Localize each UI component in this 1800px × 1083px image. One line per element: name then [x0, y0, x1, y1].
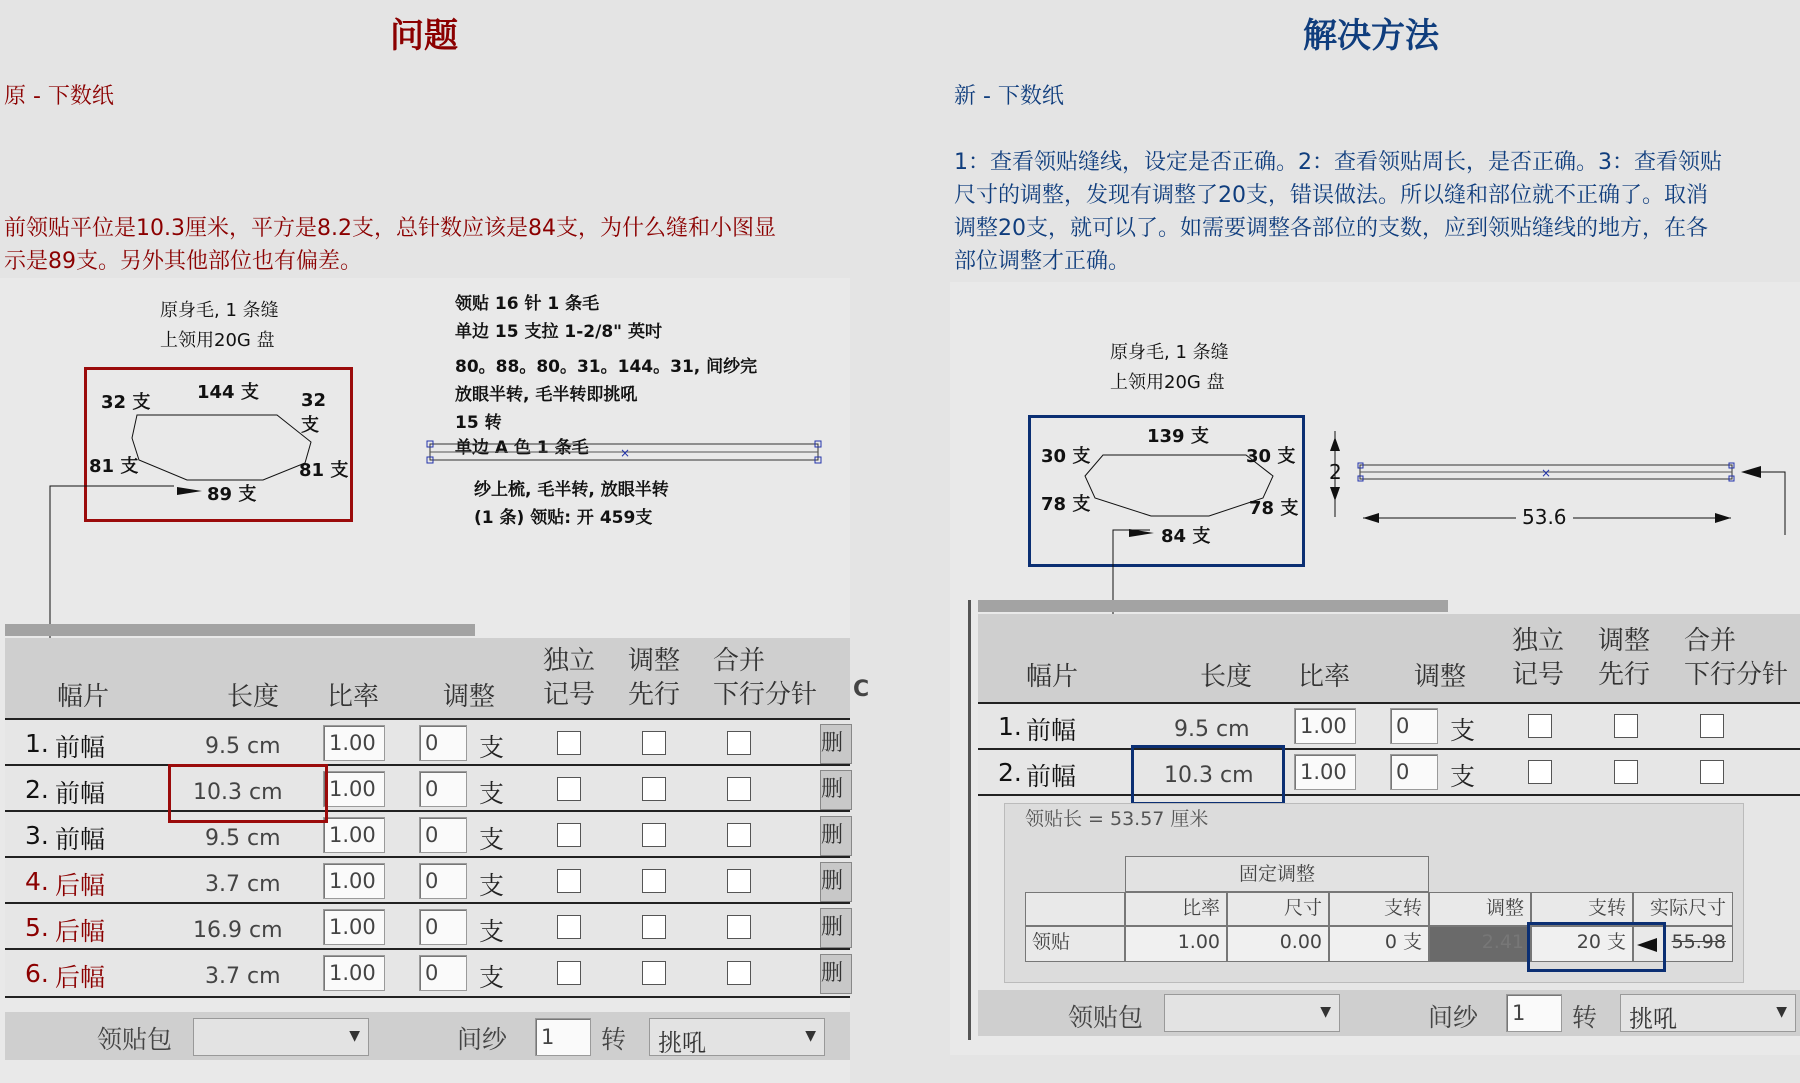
solution-length-highlight: [1131, 745, 1285, 805]
collar-pack-label: 领贴包: [1068, 1003, 1144, 1032]
adjust-input[interactable]: 0: [1390, 708, 1438, 744]
diagram-top-right-count: 30 支: [1246, 446, 1296, 467]
header-ratio: 比率: [1298, 662, 1351, 692]
solution-neck-diagram: [1028, 415, 1305, 567]
row-piece: 前幅: [55, 825, 106, 854]
note-b5: 15 转: [455, 413, 502, 433]
delete-button[interactable]: 删: [820, 862, 852, 902]
row-number: 2.: [998, 758, 1022, 787]
ratio-input[interactable]: 1.00: [323, 909, 385, 945]
size-value[interactable]: 0.00: [1227, 926, 1329, 962]
chevron-down-icon: ▼: [1776, 1004, 1787, 1020]
header-adjfirst-1: 调整: [1598, 626, 1651, 656]
right-table-border: [968, 600, 971, 1040]
table-row[interactable]: [5, 948, 850, 998]
col-size-header: 尺寸: [1227, 892, 1329, 926]
header-indep-1: 独立: [543, 646, 596, 676]
problem-title: 问题: [390, 16, 458, 56]
delete-button[interactable]: 删: [820, 954, 852, 994]
solution-desc-2: 尺寸的调整，发现有调整了20支，错误做法。所以缝和部位就不正确了。取消: [954, 183, 1708, 208]
merge-checkbox[interactable]: [727, 777, 751, 801]
right-bottom-bar: [978, 990, 1800, 1036]
problem-subtitle: 原 - 下数纸: [4, 84, 114, 109]
ratio-input[interactable]: 1.00: [323, 725, 385, 761]
note-b4: 放眼半转, 毛半转即挑吼: [455, 385, 638, 405]
problem-desc-2: 示是89支。另外其他部位也有偏差。: [4, 249, 362, 274]
table-row[interactable]: [978, 702, 1800, 750]
row-number: 1.: [25, 729, 49, 758]
diagram-top-count: 139 支: [1147, 426, 1209, 447]
diagram-top-left-count: 30 支: [1041, 446, 1091, 467]
problem-desc-1: 前领贴平位是10.3厘米，平方是8.2支，总针数应该是84支，为什么缝和小图显: [4, 216, 776, 241]
solution-desc-4: 部位调整才正确。: [954, 249, 1131, 274]
blank-header-cell: [1025, 892, 1125, 926]
row-number: 3.: [25, 821, 49, 850]
header-merge-1: 合并: [1684, 626, 1737, 656]
unit-label: 支: [479, 963, 505, 992]
table-row[interactable]: [5, 764, 850, 812]
header-adjust: 调整: [443, 682, 496, 712]
spacer-label: 间纱: [457, 1025, 508, 1054]
solution-title: 解决方法: [1303, 16, 1439, 56]
adjust-input[interactable]: 0: [419, 771, 467, 807]
merge-checkbox[interactable]: [1700, 714, 1724, 738]
header-merge-2: 下行分针: [1684, 660, 1789, 690]
row-label-collar: 领贴: [1025, 926, 1125, 962]
chevron-down-icon: ▼: [349, 1028, 360, 1044]
table-title-strip-new: [978, 600, 1800, 614]
indep-checkbox[interactable]: [557, 961, 581, 985]
collar-length-text: 领贴长 = 53.57 厘米: [1025, 808, 1209, 830]
table-header-new: [978, 614, 1800, 702]
collar-pack-select[interactable]: [1164, 994, 1340, 1032]
row-piece: 前幅: [1026, 716, 1077, 745]
row-number: 4.: [25, 867, 49, 896]
row-piece: 后幅: [55, 871, 106, 900]
merge-checkbox[interactable]: [727, 823, 751, 847]
row-length: 10.3 cm: [193, 780, 283, 805]
note-collar: 上领用20G 盘: [160, 330, 275, 351]
turn-select-value: 挑吼: [1629, 1005, 1677, 1033]
adjfirst-checkbox[interactable]: [1614, 714, 1638, 738]
solution-turn-highlight: [1527, 922, 1666, 972]
adjust-input[interactable]: 0: [1390, 754, 1438, 790]
turn-select[interactable]: [649, 1018, 825, 1056]
indep-checkbox[interactable]: [557, 823, 581, 847]
turn-label: 转: [1572, 1003, 1598, 1032]
unit-label: 支: [1450, 762, 1476, 791]
solution-subtitle: 新 - 下数纸: [954, 84, 1064, 109]
note-collar-new: 上领用20G 盘: [1110, 372, 1225, 393]
diagram-mid-left-count: 81 支: [89, 456, 139, 477]
delete-button[interactable]: 删: [820, 724, 852, 764]
left-bottom-bar: [5, 1012, 850, 1060]
col-turn-header: 支转: [1329, 892, 1429, 926]
merge-checkbox[interactable]: [727, 961, 751, 985]
merge-checkbox[interactable]: [727, 731, 751, 755]
svg-text:×: ×: [1541, 466, 1552, 480]
header-merge-2: 下行分针: [713, 680, 818, 710]
header-adjust: 调整: [1414, 662, 1467, 692]
row-length: 9.5 cm: [1174, 717, 1250, 742]
note-body: 原身毛, 1 条缝: [160, 300, 279, 321]
diagram-bottom-count: 89 支: [207, 484, 257, 505]
delete-button[interactable]: 删: [820, 908, 852, 948]
adjust-input[interactable]: 0: [419, 955, 467, 991]
stray-c: C: [853, 677, 870, 702]
solution-desc-3: 调整20支，就可以了。如需要调整各部位的支数，应到领贴缝线的地方，在各: [954, 216, 1708, 241]
row-number: 5.: [25, 913, 49, 942]
spacer-input[interactable]: 1: [1506, 994, 1562, 1032]
row-piece: 后幅: [55, 963, 106, 992]
col-adjust-header: 调整: [1429, 892, 1531, 926]
table-header: [5, 638, 850, 718]
note-b3: 80。88。80。31。144。31, 间纱完: [455, 357, 758, 377]
row-piece: 后幅: [55, 917, 106, 946]
note-c1: 纱上梳, 毛半转, 放眼半转: [474, 480, 669, 500]
diagram-top-right-count: 32 支: [301, 390, 327, 436]
row-length: 10.3 cm: [1164, 763, 1254, 788]
chevron-down-icon: ▼: [805, 1028, 816, 1044]
collar-pack-select[interactable]: [193, 1018, 369, 1056]
turn-label: 转: [601, 1025, 627, 1054]
header-ratio: 比率: [327, 682, 380, 712]
unit-label: 支: [479, 917, 505, 946]
adjfirst-checkbox[interactable]: [642, 961, 666, 985]
indep-checkbox[interactable]: [557, 777, 581, 801]
merge-checkbox[interactable]: [1700, 760, 1724, 784]
indep-checkbox[interactable]: [1528, 714, 1552, 738]
problem-length-highlight: [168, 764, 328, 823]
table-row[interactable]: [5, 902, 850, 950]
col-actual-header: 实际尺寸: [1633, 892, 1733, 926]
indep-checkbox[interactable]: [1528, 760, 1552, 784]
diagram-mid-right-count: 78 支: [1249, 498, 1299, 519]
adjust-input[interactable]: 0: [419, 817, 467, 853]
turn-select[interactable]: [1620, 994, 1796, 1032]
ratio-input[interactable]: 1.00: [1294, 708, 1356, 744]
row-length: 3.7 cm: [205, 872, 281, 897]
actual-value: 55.98: [1633, 926, 1733, 962]
ratio-input[interactable]: 1.00: [1294, 754, 1356, 790]
header-adjfirst-2: 先行: [628, 680, 681, 710]
merge-checkbox[interactable]: [727, 915, 751, 939]
row-number: 1.: [998, 712, 1022, 741]
ratio-value[interactable]: 1.00: [1125, 926, 1227, 962]
table-row[interactable]: [5, 810, 850, 858]
unit-label: 支: [479, 871, 505, 900]
diagram-bottom-count: 84 支: [1161, 526, 1211, 547]
col-turn2-header: 支转: [1531, 892, 1633, 926]
unit-label: 支: [479, 825, 505, 854]
fixed-adjust-header: 固定调整: [1125, 856, 1429, 892]
note-b6: 单边 A 色 1 条毛: [455, 438, 589, 458]
table-title-strip: [5, 624, 850, 636]
adjust-input[interactable]: 0: [419, 909, 467, 945]
turn2-value[interactable]: 20 支: [1531, 926, 1633, 962]
row-length: 9.5 cm: [205, 826, 281, 851]
row-piece: 前幅: [55, 733, 106, 762]
unit-label: 支: [479, 733, 505, 762]
merge-checkbox[interactable]: [727, 869, 751, 893]
unit-label: 支: [479, 779, 505, 808]
spacer-label: 间纱: [1428, 1003, 1479, 1032]
turn-select-value: 挑吼: [658, 1029, 706, 1057]
header-length: 长度: [1200, 662, 1253, 692]
ratio-input[interactable]: 1.00: [323, 771, 385, 807]
note-body-new: 原身毛, 1 条缝: [1110, 342, 1229, 363]
ratio-input[interactable]: 1.00: [323, 955, 385, 991]
header-indep-2: 记号: [1512, 660, 1565, 690]
row-length: 16.9 cm: [193, 918, 283, 943]
header-merge-1: 合并: [713, 646, 766, 676]
header-length: 长度: [227, 682, 280, 712]
indep-checkbox[interactable]: [557, 869, 581, 893]
turn-value[interactable]: 0 支: [1329, 926, 1429, 962]
delete-button[interactable]: 删: [820, 770, 852, 810]
header-indep-2: 记号: [543, 680, 596, 710]
adjfirst-checkbox[interactable]: [1614, 760, 1638, 784]
unit-label: 支: [1450, 716, 1476, 745]
dim-height-label: 2: [1329, 460, 1342, 484]
table-row[interactable]: [5, 718, 850, 766]
header-adjfirst-1: 调整: [628, 646, 681, 676]
adjfirst-checkbox[interactable]: [642, 731, 666, 755]
diagram-top-count: 144 支: [197, 382, 259, 403]
table-row[interactable]: [978, 748, 1800, 796]
row-number: 6.: [25, 959, 49, 988]
note-b1: 领贴 16 针 1 条毛: [455, 294, 600, 314]
row-length: 3.7 cm: [205, 964, 281, 989]
collar-strip-line: [425, 436, 825, 466]
row-piece: 前幅: [1026, 762, 1077, 791]
diagram-mid-left-count: 78 支: [1041, 494, 1091, 515]
indep-checkbox[interactable]: [557, 915, 581, 939]
row-piece: 前幅: [55, 779, 106, 808]
svg-text:×: ×: [620, 446, 631, 460]
indep-checkbox[interactable]: [557, 731, 581, 755]
adjust-input[interactable]: 0: [419, 863, 467, 899]
note-c2: (1 条) 领贴: 开 459支: [474, 508, 653, 528]
diagram-top-left-count: 32 支: [101, 392, 151, 413]
spacer-input[interactable]: 1: [535, 1018, 591, 1056]
table-row[interactable]: [5, 856, 850, 904]
adjust-value: 2.41: [1429, 926, 1531, 962]
col-ratio-header: 比率: [1125, 892, 1227, 926]
adjfirst-checkbox[interactable]: [642, 823, 666, 847]
solution-desc-1: 1：查看领贴缝线，设定是否正确。2：查看领贴周长，是否正确。3：查看领贴: [954, 150, 1722, 175]
chevron-down-icon: ▼: [1320, 1004, 1331, 1020]
header-indep-1: 独立: [1512, 626, 1565, 656]
collar-pack-label: 领贴包: [97, 1025, 173, 1054]
row-length: 9.5 cm: [205, 734, 281, 759]
header-adjfirst-2: 先行: [1598, 660, 1651, 690]
adjust-input[interactable]: 0: [419, 725, 467, 761]
diagram-mid-right-count: 81 支: [299, 460, 349, 481]
adjfirst-checkbox[interactable]: [642, 915, 666, 939]
header-piece: 幅片: [1026, 662, 1079, 692]
note-b2: 单边 15 支拉 1-2/8" 英吋: [455, 322, 662, 342]
ratio-input[interactable]: 1.00: [323, 817, 385, 853]
delete-button[interactable]: 删: [820, 816, 852, 856]
adjfirst-checkbox[interactable]: [642, 869, 666, 893]
adjfirst-checkbox[interactable]: [642, 777, 666, 801]
row-number: 2.: [25, 775, 49, 804]
header-piece: 幅片: [57, 682, 110, 712]
ratio-input[interactable]: 1.00: [323, 863, 385, 899]
dim-width-label: 53.6: [1516, 505, 1573, 529]
